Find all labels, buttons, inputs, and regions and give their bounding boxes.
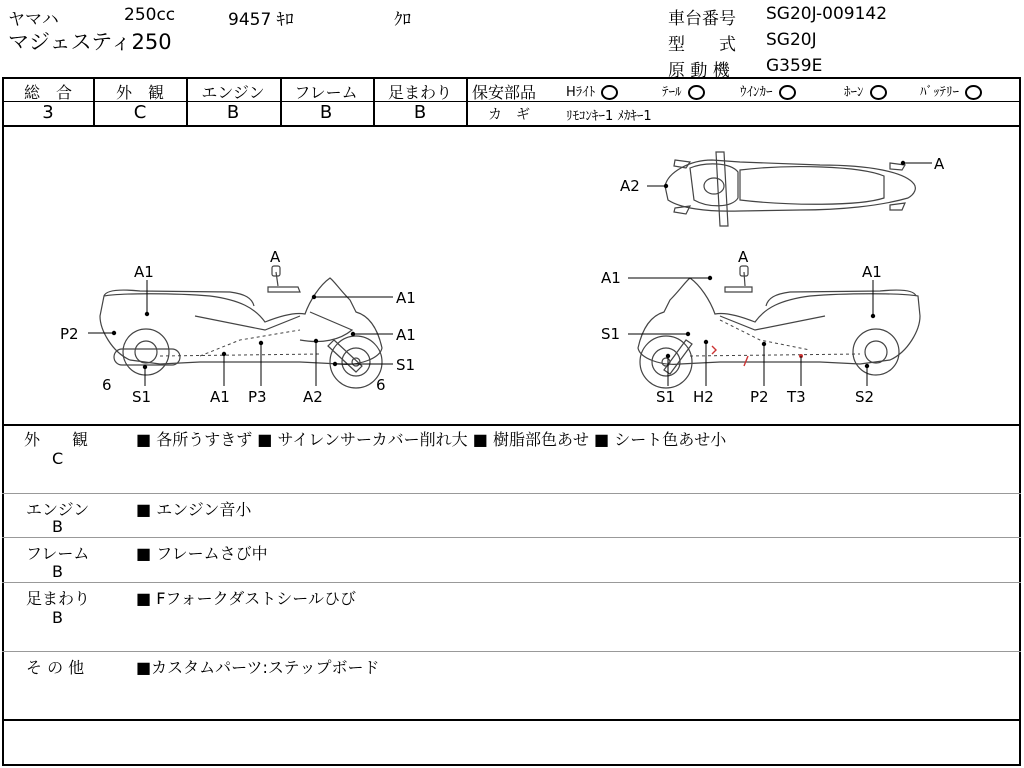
- grade-frame-value: B: [319, 102, 333, 123]
- check-circle-icon: [965, 85, 982, 100]
- remark-engine-label: エンジン: [26, 500, 90, 519]
- label-left-s1-bottom: S1: [132, 388, 152, 406]
- label-top-a2: A2: [620, 177, 640, 195]
- label-right-6: 6: [376, 376, 386, 394]
- remark-exterior-label: 外 観: [24, 430, 89, 449]
- safety-title: 保安部品: [472, 83, 537, 102]
- remark-suspension-grade: B: [52, 608, 63, 627]
- grade-overall-value: 3: [42, 102, 54, 123]
- remark-suspension-text: ■ Fフォークダストシールひび: [136, 589, 356, 608]
- safety-item-horn: ﾎｰﾝ: [844, 81, 887, 100]
- damage-diagram: [0, 127, 1024, 423]
- scooter-top-view: [665, 152, 915, 226]
- remark-frame-text: ■ フレームさび中: [136, 544, 268, 563]
- safety-item-winker: ｳｲﾝｶｰ: [740, 81, 796, 100]
- label-right-p2: P2: [750, 388, 769, 406]
- remark-engine-text: ■ エンジン音小: [136, 500, 252, 519]
- maker: ヤマハ: [8, 10, 59, 30]
- label-left-a1-bottom: A1: [210, 388, 230, 406]
- chassis-value: SG20J-009142: [766, 4, 888, 24]
- label-left-6: 6: [102, 376, 112, 394]
- label-right-t3: T3: [787, 388, 806, 406]
- label-top-a: A: [934, 155, 945, 173]
- grade-engine-value: B: [226, 102, 240, 123]
- displacement: 250cc: [124, 5, 176, 25]
- label-right-s2: S2: [855, 388, 875, 406]
- remark-frame-label: フレーム: [26, 544, 90, 563]
- label-right-s1: S1: [601, 325, 621, 343]
- safety-item-tail: ﾃｰﾙ: [662, 81, 705, 100]
- label-left-a: A: [270, 248, 281, 266]
- label-left-a2: A2: [303, 388, 323, 406]
- label-left-a1: A1: [134, 263, 154, 281]
- remark-engine-grade: B: [52, 517, 63, 536]
- label-right-a1: A1: [862, 263, 882, 281]
- type-value: SG20J: [766, 30, 817, 50]
- remark-other-text: ■カスタムパーツ:ステップボード: [136, 658, 380, 677]
- grade-suspension-label: 足まわり: [387, 83, 452, 102]
- grade-suspension-value: B: [413, 102, 427, 123]
- type-label: 型 式: [668, 35, 736, 55]
- grade-exterior-value: C: [133, 102, 147, 123]
- remark-other-label: そ の 他: [26, 658, 85, 677]
- safety-item-headlight: Hﾗｲﾄ: [566, 81, 618, 100]
- grade-engine-label: エンジン: [201, 83, 265, 102]
- engine-value: G359E: [766, 56, 823, 76]
- check-circle-icon: [688, 85, 705, 100]
- grade-overall-label: 総 合: [23, 83, 72, 102]
- check-circle-icon: [601, 85, 618, 100]
- label-left-a1-top: A1: [396, 289, 416, 307]
- check-circle-icon: [779, 85, 796, 100]
- key-value: ﾘﾓｺﾝｷｰ1 ﾒｶｷｰ1: [566, 109, 652, 124]
- check-circle-icon: [870, 85, 887, 100]
- label-right-a: A: [738, 248, 749, 266]
- model-name: マジェスティ250: [8, 30, 172, 54]
- grade-exterior-label: 外 観: [115, 83, 164, 102]
- label-left-p3: P3: [248, 388, 267, 406]
- label-left-a1-mid: A1: [396, 326, 416, 344]
- remark-exterior-text: ■ 各所うすきず ■ サイレンサーカバー削れ大 ■ 樹脂部色あせ ■ シート色あせ小: [136, 430, 727, 449]
- remark-exterior-grade: C: [52, 449, 64, 468]
- label-right-a1-left: A1: [601, 269, 621, 287]
- label-left-p2: P2: [60, 325, 79, 343]
- key-label: カ ギ: [488, 107, 530, 123]
- scooter-right-side-view: [638, 266, 920, 388]
- label-right-h2: H2: [693, 388, 714, 406]
- safety-item-battery: ﾊﾞｯﾃﾘｰ: [920, 81, 982, 100]
- engine-label: 原 動 機: [668, 61, 730, 81]
- chassis-label: 車台番号: [668, 9, 736, 29]
- grade-frame-label: フレーム: [294, 83, 358, 102]
- remark-frame-grade: B: [52, 562, 63, 581]
- color: ｸﾛ: [394, 10, 411, 30]
- label-right-s1-bottom: S1: [656, 388, 676, 406]
- remark-suspension-label: 足まわり: [26, 589, 91, 608]
- label-left-s1: S1: [396, 356, 416, 374]
- mileage: 9457 ｷﾛ: [228, 10, 294, 30]
- scooter-left-side-view: [100, 266, 382, 388]
